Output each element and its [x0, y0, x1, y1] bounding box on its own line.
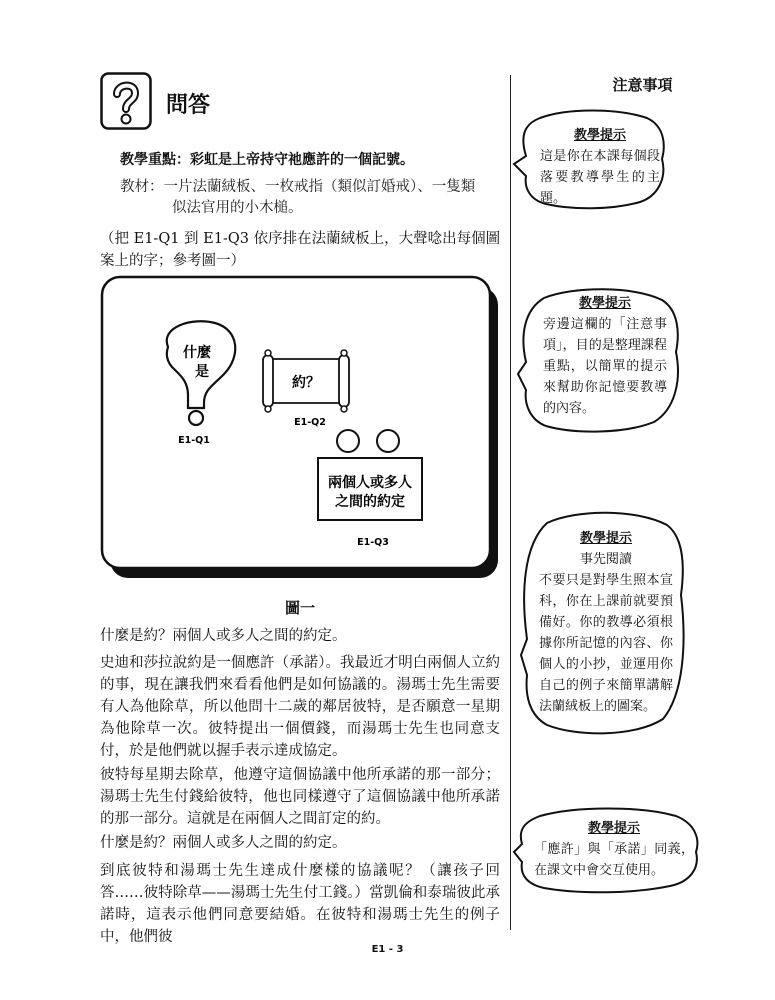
materials-line-2: 似法官用的小木槌。 — [172, 200, 303, 216]
question-mark-icon — [100, 72, 152, 130]
tip-1-title: 教學提示 — [573, 128, 626, 143]
paragraph-2: 史迪和莎拉說約是一個應許（承諾）。我最近才明白兩個人立約的事，現在讓我們來看看他們是如何協議的。湯瑪士先生需要有人為他除草，所以他問十二歲的鄰居彼特，是否願意一星期為他除草一次。彼特提出一個價錢，而湯瑪士先生也同意支付，於是他們就以握手表示達成協定。 — [100, 655, 500, 759]
instruction-text: （把 E1-Q1 到 E1-Q3 依序排在法蘭絨板上，大聲唸出每個圖案上的字；參考圖一） — [100, 231, 501, 269]
tip-1 — [540, 125, 660, 209]
tip-4-title: 教學提示 — [587, 821, 640, 836]
tip-3 — [539, 528, 673, 717]
tip-1-text: 這是你在本課每個段落要教導學生的主題。 — [540, 149, 660, 206]
q1-label: E1-Q1 — [178, 435, 210, 446]
tip-4 — [534, 818, 694, 881]
q1-text-2: 是 — [195, 364, 209, 380]
materials-line-1: 教材：一片法蘭絨板、一枚戒指（類似訂婚戒）、一隻類 — [120, 179, 476, 195]
paragraph-5: 到底彼特和湯瑪士先生達成什麼樣的協議呢？（讓孩子回答……彼特除草——湯瑪士先生付工錢。）當凱倫和泰瑞彼此承諾時，這表示他們同意要結婚。在彼特和湯瑪士先生的例子中，他們彼 — [100, 863, 500, 945]
tip-2-text: 旁邊這欄的「注意事項」，目的是整理課程重點，以簡單的提示來幫助你記憶要教導的內容。 — [543, 317, 667, 416]
page-title: 問答 — [166, 93, 211, 118]
column-divider — [510, 75, 511, 930]
q3-text-2: 之間的約定 — [335, 494, 405, 510]
materials — [120, 177, 510, 219]
sidebar-title: 注意事項 — [612, 76, 673, 94]
tip-3-title: 教學提示 — [579, 531, 632, 546]
tip-4-text: 「應許」與「承諾」同義，在課文中會交互使用。 — [534, 842, 694, 878]
q3-text-1: 兩個人或多人 — [328, 475, 412, 491]
tip-3-text: 不要只是對學生照本宣科，你在上課前就要預備好。你的教導必須根據你所記憶的內容、你個人的小抄，並運用你自己的例子來簡單講解法蘭絨板上的圖案。 — [539, 573, 673, 714]
key-point: 教學重點：彩虹是上帝持守祂應許的一個記號。 — [120, 152, 414, 168]
paragraph-1: 什麼是約？兩個人或多人之間的約定。 — [100, 628, 347, 644]
paragraph-4: 什麼是約？兩個人或多人之間的約定。 — [100, 835, 347, 851]
q2-text: 約？ — [292, 375, 320, 391]
q3-label: E1-Q3 — [357, 537, 389, 548]
paragraph-3: 彼特每星期去除草，他遵守這個協議中他所承諾的那一部分；湯瑪士先生付錢給彼特，他也同樣遵守了這個協議中他所承諾的那一部分。這就是在兩個人之間訂定的約。 — [100, 767, 500, 827]
q1-text-1: 什麼 — [183, 345, 211, 361]
tip-2 — [543, 293, 667, 419]
tip-2-title: 教學提示 — [578, 296, 631, 311]
figure-illustration — [100, 275, 500, 580]
figure-caption: 圖一 — [284, 599, 315, 617]
tip-3-subtitle: 事先閱讀 — [579, 552, 632, 567]
page-number: E1 - 3 — [371, 944, 404, 955]
q2-label: E1-Q2 — [294, 417, 326, 428]
